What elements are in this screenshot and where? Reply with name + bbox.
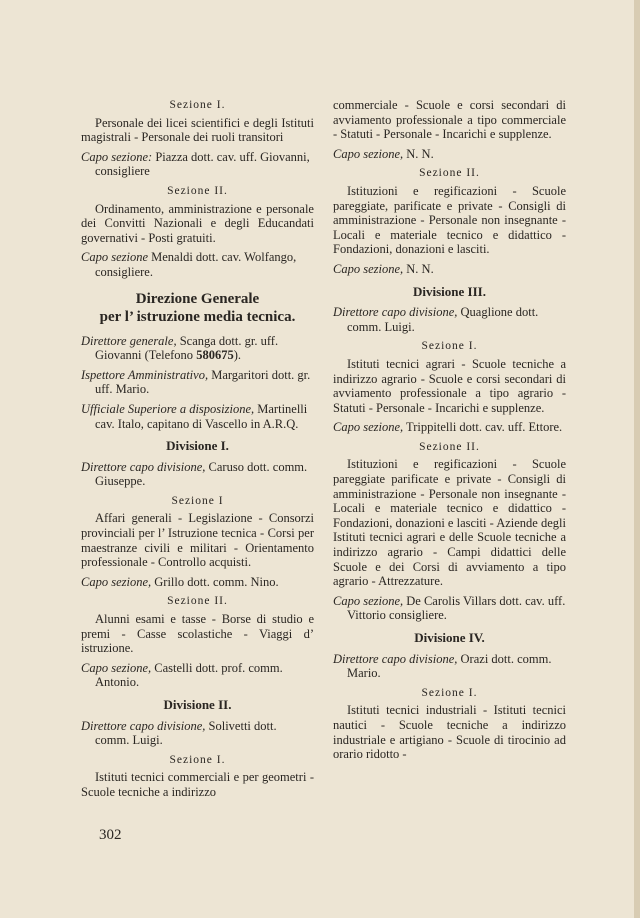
role-label: Capo sezione, [333,146,404,161]
left-column [81,98,314,805]
person-name: Martinelli cav. Italo, capitano di Vascello in A.R.Q. [95,401,308,431]
role-label: Direttore capo divisione, [81,459,206,474]
page-number: 302 [99,827,122,843]
section-heading: Sezione I. [421,686,478,699]
role-label: Capo sezione, [81,660,152,675]
capo-sezione-entry [81,250,314,279]
person-name: Orazi dott. comm. Mario. [347,651,552,681]
section-text: Istituti tecnici agrari - Scuole tecniche a indirizzo agrario - Scuole e corsi secondari di avviamento professionale a tipo agrario - Statuti - Personale - Incarichi e supplenze. [333,356,566,415]
role-label: Capo sezione: [81,149,153,164]
division-heading: Divisione II. [163,697,232,712]
section-text: Istituti tecnici industriali - Istituti tecnici nautici - Scuole tecniche a indirizzo industriale e artigiano - Scuole di tirocinio ad orario ridotto - [333,703,566,762]
section-text: Istituzioni e regificazioni - Scuole pareggiate, parificate e private - Consigli di amministrazione - Personale non insegnante - Locali e materiale tecnico e didattico - Fondazioni, donazioni e lasciti. [333,183,566,257]
direzione-heading-line-1: Direzione Generale [135,290,260,307]
direzione-heading [81,290,314,326]
role-label: Direttore capo divisione, [81,718,206,733]
section-heading: Sezione I. [169,753,226,766]
ufficiale-entry [81,402,314,431]
right-column [333,98,566,767]
person-name: N. N. [406,261,434,276]
section-text: Alunni esami e tasse - Borse di studio e premi - Casse scolastiche - Viaggi d’ istruzione. [81,612,314,656]
person-name: Castelli dott. prof. comm. Antonio. [95,660,283,690]
role-label: Capo sezione [81,250,149,265]
person-name: Caruso dott. comm. Giuseppe. [95,459,308,489]
role-label: Ufficiale Superiore a disposizione, [81,401,255,416]
punctuation: ). [233,348,241,363]
role-label: Direttore capo divisione, [333,651,458,666]
section-heading: Sezione I. [169,99,226,111]
division-heading: Divisione I. [166,438,229,454]
capo-sezione-entry [333,147,566,162]
section-text: Personale dei licei scientifici e degli Istituti magistrali - Personale dei ruoli transitori [81,115,314,145]
person-name: Trippitelli dott. cav. uff. Ettore. [406,420,563,435]
capo-sezione-entry [333,594,566,623]
person-name: Menaldi dott. cav. Wolfango, consigliere. [95,250,297,279]
section-text: Ordinamento, amministrazione e personale dei Convitti Nazionali e degli Educandati governativi - Posti gratuiti. [81,201,314,245]
section-heading: Sezione II. [419,440,480,453]
person-name: Grillo dott. comm. Nino. [154,574,279,589]
role-label: Direttore generale, [81,333,177,348]
direttore-divisione-entry [333,652,566,681]
capo-sezione-entry [81,661,314,690]
section-heading: Sezione II. [167,184,228,197]
ispettore-entry [81,368,314,397]
capo-sezione-entry [81,575,314,590]
direttore-generale-entry [81,334,314,363]
person-name: Solivetti dott. comm. Luigi. [95,718,277,748]
role-label: Capo sezione, [333,593,404,608]
section-text: Affari generali - Legislazione - Consorzi provinciali per l’ Istruzione tecnica - Corsi per maestranze civili e militari - Orientamento professionale - Controllo acquisti. [81,511,314,570]
person-name: Margaritori dott. gr. uff. Mario. [95,367,311,397]
direttore-divisione-entry [333,305,566,334]
person-name: Scanga dott. gr. uff. Giovanni (Telefono [95,333,279,363]
person-name: Piazza dott. cav. uff. Giovanni, consigliere [95,149,310,179]
person-name: Quaglione dott. comm. Luigi. [347,305,539,334]
role-label: Capo sezione, [81,574,152,589]
section-heading: Sezione II. [419,167,480,180]
division-heading: Divisione III. [413,283,486,299]
person-name: N. N. [406,146,434,161]
direzione-heading-line-2: per l’ istruzione media tecnica. [99,308,296,325]
section-heading: Sezione II. [167,595,228,608]
section-heading: Sezione I [171,494,224,507]
page-edge [634,0,640,918]
section-text: Istituti tecnici commerciali e per geometri - Scuole tecniche a indirizzo [81,770,314,799]
section-text-continued: commerciale - Scuole e corsi secondari di avviamento professionale a tipo commerciale - Statuti - Personale - Incarichi e supplenze. [333,98,566,142]
person-name: De Carolis Villars dott. cav. uff. Vittorio consigliere. [347,593,566,623]
role-label: Direttore capo divisione, [333,305,458,320]
phone-number: 580675 [196,348,234,363]
role-label: Ispettore Amministrativo, [81,367,209,382]
section-text: Istituzioni e regificazioni - Scuole pareggiate parificate e private - Consigli di amministrazione - Personale non insegnante - Locali e materiale tecnico e didattico - Fondazioni, donazioni e lasciti - Aziende degli Istituti tecnici agrari e delle Scuole tecniche a indirizzo agrario - Campi didattici delle Scuole e dei Corsi di avviamento a tipo agrario - Attrezzature. [333,457,566,589]
section-heading: Sezione I. [421,340,478,353]
capo-sezione-entry [333,262,566,277]
direttore-divisione-entry [81,719,314,748]
division-heading: Divisione IV. [414,630,485,645]
capo-sezione-entry [333,420,566,435]
role-label: Capo sezione, [333,261,404,276]
capo-sezione-entry [81,150,314,179]
role-label: Capo sezione, [333,420,404,435]
direttore-divisione-entry [81,460,314,489]
